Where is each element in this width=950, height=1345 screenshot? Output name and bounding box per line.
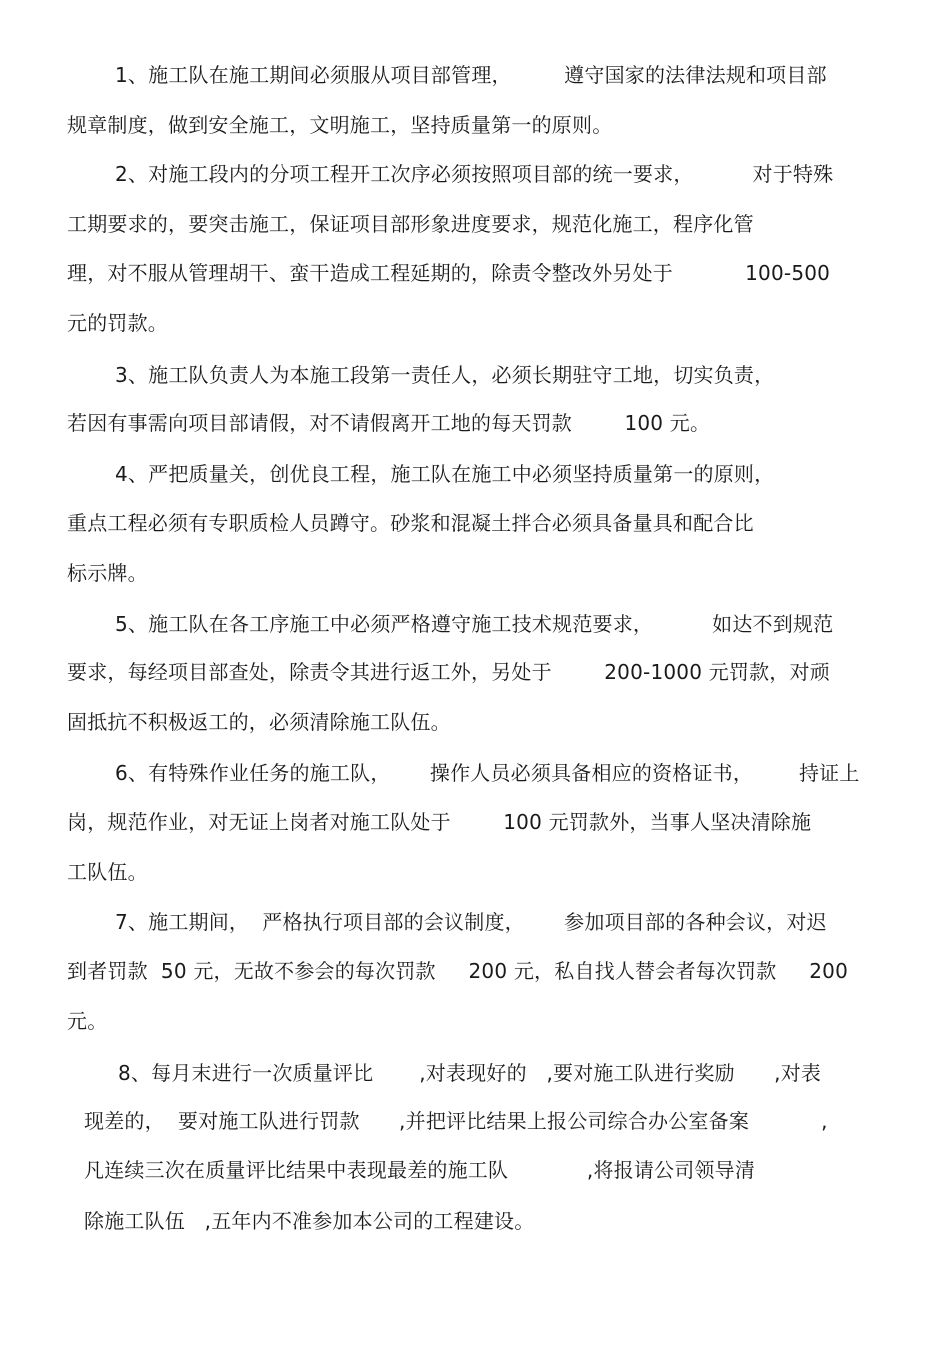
text-line: 元。 bbox=[67, 1009, 108, 1033]
text-line: 岗，规范作业，对无证上岗者对施工队处于 100 元罚款外，当事人坚决清除施 bbox=[67, 810, 812, 834]
text-line: 3、施工队负责人为本施工段第一责任人，必须长期驻守工地，切实负责， bbox=[115, 363, 775, 387]
text-line: 6、有特殊作业任务的施工队， 操作人员必须具备相应的资格证书， 持证上 bbox=[115, 761, 860, 785]
text-line: 除施工队伍 ,五年内不准参加本公司的工程建设。 bbox=[84, 1209, 535, 1233]
text-line: 若因有事需向项目部请假，对不请假离开工地的每天罚款 100 元。 bbox=[67, 411, 711, 435]
text-line: 工期要求的，要突击施工，保证项目部形象进度要求，规范化施工，程序化管 bbox=[67, 212, 754, 236]
text-line: 现差的， 要对施工队进行罚款 ,并把评比结果上报公司综合办公室备案 , bbox=[84, 1109, 828, 1133]
text-line: 元的罚款。 bbox=[67, 311, 168, 335]
text-line: 5、施工队在各工序施工中必须严格遵守施工技术规范要求， 如达不到规范 bbox=[115, 612, 834, 636]
text-line: 重点工程必须有专职质检人员蹲守。砂浆和混凝土拌合必须具备量具和配合比 bbox=[67, 511, 754, 535]
text-line: 凡连续三次在质量评比结果中表现最差的施工队 ,将报请公司领导清 bbox=[84, 1158, 756, 1182]
text-line: 2、对施工段内的分项工程开工次序必须按照项目部的统一要求， 对于特殊 bbox=[115, 162, 834, 186]
text-line: 标示牌。 bbox=[67, 561, 148, 585]
text-line: 到者罚款 50 元，无故不参会的每次罚款 200 元，私自找人替会者每次罚款 200 bbox=[67, 959, 849, 983]
text-line: 固抵抗不积极返工的，必须清除施工队伍。 bbox=[67, 710, 451, 734]
text-line: 1、施工队在施工期间必须服从项目部管理， 遵守国家的法律法规和项目部 bbox=[115, 63, 827, 87]
text-line: 8、每月末进行一次质量评比 ,对表现好的 ,要对施工队进行奖励 ,对表 bbox=[118, 1061, 822, 1085]
text-line: 要求，每经项目部查处，除责令其进行返工外，另处于 200-1000 元罚款，对顽 bbox=[67, 660, 830, 684]
text-line: 规章制度，做到安全施工，文明施工，坚持质量第一的原则。 bbox=[67, 113, 613, 137]
text-line: 理，对不服从管理胡干、蛮干造成工程延期的，除责令整改外另处于 100-500 bbox=[67, 261, 831, 285]
text-line: 7、施工期间， 严格执行项目部的会议制度， 参加项目部的各种会议，对迟 bbox=[115, 910, 827, 934]
text-line: 4、严把质量关，创优良工程，施工队在施工中必须坚持质量第一的原则， bbox=[115, 462, 775, 486]
text-line: 工队伍。 bbox=[67, 860, 148, 884]
